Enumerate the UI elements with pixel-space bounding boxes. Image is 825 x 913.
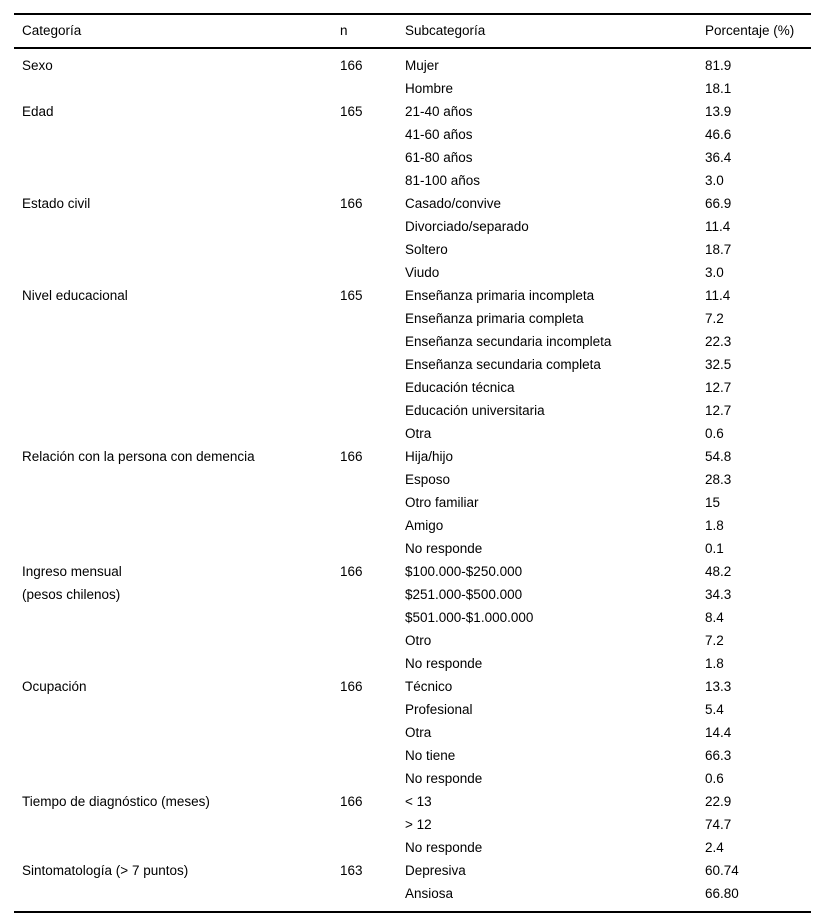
cell-n: 166 <box>340 679 363 694</box>
table-row <box>14 744 811 767</box>
cell-porcentaje: 36.4 <box>705 150 732 165</box>
cell-categoria <box>14 77 332 100</box>
cell-porcentaje: 32.5 <box>705 357 732 372</box>
cell-porcentaje: 12.7 <box>705 403 732 418</box>
cell-categoria <box>14 721 332 744</box>
cell-n <box>332 652 397 675</box>
cell-categoria <box>14 652 332 675</box>
table-row <box>14 48 811 77</box>
cell-categoria <box>14 514 332 537</box>
cell-subcategoria: Técnico <box>405 679 453 694</box>
cell-subcategoria: Mujer <box>405 58 439 73</box>
cell-subcategoria: No responde <box>405 541 483 556</box>
header-subcategoria: Subcategoría <box>405 23 486 38</box>
header-n: n <box>340 23 348 38</box>
table-row <box>14 859 811 882</box>
cell-subcategoria: No responde <box>405 771 483 786</box>
cell-porcentaje: 3.0 <box>705 265 724 280</box>
cell-porcentaje: 8.4 <box>705 610 724 625</box>
cell-subcategoria: 61-80 años <box>405 150 473 165</box>
cell-porcentaje: 22.3 <box>705 334 732 349</box>
cell-n <box>332 721 397 744</box>
demographics-table <box>14 13 811 913</box>
cell-categoria <box>14 330 332 353</box>
cell-n <box>332 537 397 560</box>
cell-porcentaje: 13.3 <box>705 679 732 694</box>
cell-categoria <box>14 813 332 836</box>
cell-n <box>332 767 397 790</box>
cell-porcentaje: 66.80 <box>705 886 739 901</box>
cell-subcategoria: Enseñanza primaria completa <box>405 311 584 326</box>
cell-porcentaje: 60.74 <box>705 863 739 878</box>
cell-subcategoria: No responde <box>405 656 483 671</box>
cell-categoria <box>14 882 332 912</box>
cell-subcategoria: Profesional <box>405 702 473 717</box>
cell-porcentaje: 48.2 <box>705 564 732 579</box>
cell-n <box>332 215 397 238</box>
cell-n <box>332 422 397 445</box>
cell-categoria <box>14 238 332 261</box>
cell-porcentaje: 66.9 <box>705 196 732 211</box>
cell-porcentaje: 28.3 <box>705 472 732 487</box>
table-row <box>14 767 811 790</box>
cell-categoria: Relación con la persona con demencia <box>22 449 255 464</box>
cell-n: 166 <box>340 449 363 464</box>
cell-categoria <box>14 606 332 629</box>
cell-n <box>332 307 397 330</box>
table-row <box>14 836 811 859</box>
cell-porcentaje: 11.4 <box>705 219 731 234</box>
cell-subcategoria: Soltero <box>405 242 448 257</box>
cell-porcentaje: 46.6 <box>705 127 732 142</box>
cell-subcategoria: Educación universitaria <box>405 403 545 418</box>
table-row <box>14 606 811 629</box>
cell-porcentaje: 0.1 <box>705 541 724 556</box>
cell-categoria <box>14 629 332 652</box>
table-row <box>14 560 811 583</box>
cell-porcentaje: 0.6 <box>705 426 724 441</box>
cell-subcategoria: Divorciado/separado <box>405 219 529 234</box>
cell-porcentaje: 7.2 <box>705 311 724 326</box>
cell-categoria <box>14 376 332 399</box>
cell-porcentaje: 34.3 <box>705 587 732 602</box>
cell-categoria <box>14 261 332 284</box>
cell-subcategoria: Hija/hijo <box>405 449 454 464</box>
cell-porcentaje: 81.9 <box>705 58 732 73</box>
cell-porcentaje: 1.8 <box>705 656 724 671</box>
cell-subcategoria: Casado/convive <box>405 196 502 211</box>
cell-porcentaje: 13.9 <box>705 104 732 119</box>
cell-porcentaje: 66.3 <box>705 748 732 763</box>
table-row <box>14 514 811 537</box>
cell-subcategoria: $251.000-$500.000 <box>405 587 523 602</box>
cell-categoria <box>14 537 332 560</box>
table-row <box>14 399 811 422</box>
cell-n <box>332 146 397 169</box>
cell-subcategoria: Enseñanza secundaria incompleta <box>405 334 612 349</box>
cell-porcentaje: 74.7 <box>705 817 732 832</box>
table-row <box>14 123 811 146</box>
table-row <box>14 307 811 330</box>
cell-porcentaje: 11.4 <box>705 288 731 303</box>
cell-subcategoria: 41-60 años <box>405 127 473 142</box>
cell-porcentaje: 22.9 <box>705 794 732 809</box>
cell-porcentaje: 15 <box>705 495 721 510</box>
cell-categoria: Edad <box>22 104 54 119</box>
cell-porcentaje: 0.6 <box>705 771 724 786</box>
cell-subcategoria: No tiene <box>405 748 456 763</box>
cell-n: 165 <box>340 104 363 119</box>
table-row <box>14 376 811 399</box>
cell-categoria: Tiempo de diagnóstico (meses) <box>22 794 210 809</box>
table-row <box>14 813 811 836</box>
cell-n: 166 <box>340 196 363 211</box>
cell-categoria <box>14 767 332 790</box>
cell-porcentaje: 54.8 <box>705 449 732 464</box>
cell-subcategoria: Depresiva <box>405 863 466 878</box>
cell-subcategoria: No responde <box>405 840 483 855</box>
cell-n <box>332 514 397 537</box>
cell-subcategoria: Otra <box>405 426 432 441</box>
cell-porcentaje: 12.7 <box>705 380 732 395</box>
table-header <box>14 14 811 48</box>
cell-categoria <box>14 123 332 146</box>
cell-n <box>332 744 397 767</box>
cell-categoria: Estado civil <box>22 196 91 211</box>
cell-subcategoria: > 12 <box>405 817 432 832</box>
table-row <box>14 261 811 284</box>
cell-categoria: Sexo <box>22 58 53 73</box>
cell-categoria <box>14 215 332 238</box>
cell-categoria <box>14 399 332 422</box>
cell-porcentaje: 7.2 <box>705 633 724 648</box>
cell-n <box>332 468 397 491</box>
cell-n <box>332 123 397 146</box>
cell-n <box>332 353 397 376</box>
cell-n <box>332 330 397 353</box>
cell-subcategoria: Educación técnica <box>405 380 515 395</box>
cell-n: 163 <box>340 863 363 878</box>
table-row <box>14 215 811 238</box>
cell-subcategoria: Enseñanza primaria incompleta <box>405 288 595 303</box>
cell-categoria <box>14 468 332 491</box>
table-row <box>14 698 811 721</box>
table-row <box>14 790 811 813</box>
cell-porcentaje: 1.8 <box>705 518 724 533</box>
header-porcentaje: Porcentaje (%) <box>705 23 795 38</box>
cell-subcategoria: Otra <box>405 725 432 740</box>
table-row <box>14 468 811 491</box>
cell-subcategoria: Hombre <box>405 81 454 96</box>
table-row <box>14 721 811 744</box>
cell-porcentaje: 14.4 <box>705 725 732 740</box>
cell-subcategoria: Viudo <box>405 265 440 280</box>
table-row <box>14 284 811 307</box>
cell-categoria <box>14 836 332 859</box>
cell-categoria: Ingreso mensual <box>22 564 122 579</box>
cell-n <box>332 399 397 422</box>
cell-subcategoria: Otro <box>405 633 432 648</box>
cell-n <box>332 813 397 836</box>
cell-subcategoria: 21-40 años <box>405 104 473 119</box>
cell-subcategoria: < 13 <box>405 794 432 809</box>
cell-subcategoria: $501.000-$1.000.000 <box>405 610 534 625</box>
cell-n: 166 <box>340 564 363 579</box>
table-row <box>14 882 811 912</box>
table-body <box>14 48 811 912</box>
cell-categoria <box>14 146 332 169</box>
cell-porcentaje: 18.7 <box>705 242 732 257</box>
table-row <box>14 652 811 675</box>
cell-categoria <box>14 169 332 192</box>
cell-n <box>332 698 397 721</box>
table-row <box>14 192 811 215</box>
cell-n <box>332 583 397 606</box>
cell-subcategoria: Ansiosa <box>405 886 454 901</box>
cell-categoria <box>14 353 332 376</box>
cell-n <box>332 169 397 192</box>
table-row <box>14 422 811 445</box>
cell-porcentaje: 3.0 <box>705 173 724 188</box>
cell-n <box>332 238 397 261</box>
table-row <box>14 238 811 261</box>
table-row <box>14 169 811 192</box>
cell-subcategoria: Amigo <box>405 518 444 533</box>
cell-categoria <box>14 307 332 330</box>
cell-n: 165 <box>340 288 363 303</box>
cell-categoria <box>14 744 332 767</box>
cell-n <box>332 836 397 859</box>
table-row <box>14 445 811 468</box>
table-row <box>14 353 811 376</box>
cell-n <box>332 882 397 912</box>
cell-n <box>332 491 397 514</box>
cell-categoria: Nivel educacional <box>22 288 128 303</box>
table-row <box>14 537 811 560</box>
cell-n <box>332 629 397 652</box>
cell-porcentaje: 18.1 <box>705 81 732 96</box>
cell-n <box>332 261 397 284</box>
cell-subcategoria: $100.000-$250.000 <box>405 564 523 579</box>
cell-subcategoria: Otro familiar <box>405 495 479 510</box>
header-categoria: Categoría <box>22 23 82 38</box>
cell-subcategoria: Enseñanza secundaria completa <box>405 357 601 372</box>
table-row <box>14 629 811 652</box>
table-row <box>14 491 811 514</box>
table-row <box>14 100 811 123</box>
cell-categoria <box>14 698 332 721</box>
cell-categoria: Ocupación <box>22 679 87 694</box>
table-row <box>14 77 811 100</box>
cell-n: 166 <box>340 58 363 73</box>
cell-categoria <box>14 422 332 445</box>
cell-categoria <box>14 491 332 514</box>
cell-categoria: (pesos chilenos) <box>22 587 121 602</box>
table-row <box>14 583 811 606</box>
table-row <box>14 146 811 169</box>
cell-subcategoria: Esposo <box>405 472 451 487</box>
cell-porcentaje: 5.4 <box>705 702 724 717</box>
cell-porcentaje: 2.4 <box>705 840 724 855</box>
cell-n <box>332 376 397 399</box>
cell-n <box>332 77 397 100</box>
table-row <box>14 330 811 353</box>
cell-n: 166 <box>340 794 363 809</box>
cell-subcategoria: 81-100 años <box>405 173 481 188</box>
cell-n <box>332 606 397 629</box>
table-header-row <box>14 14 811 48</box>
table-row <box>14 675 811 698</box>
cell-categoria: Sintomatología (> 7 puntos) <box>22 863 189 878</box>
